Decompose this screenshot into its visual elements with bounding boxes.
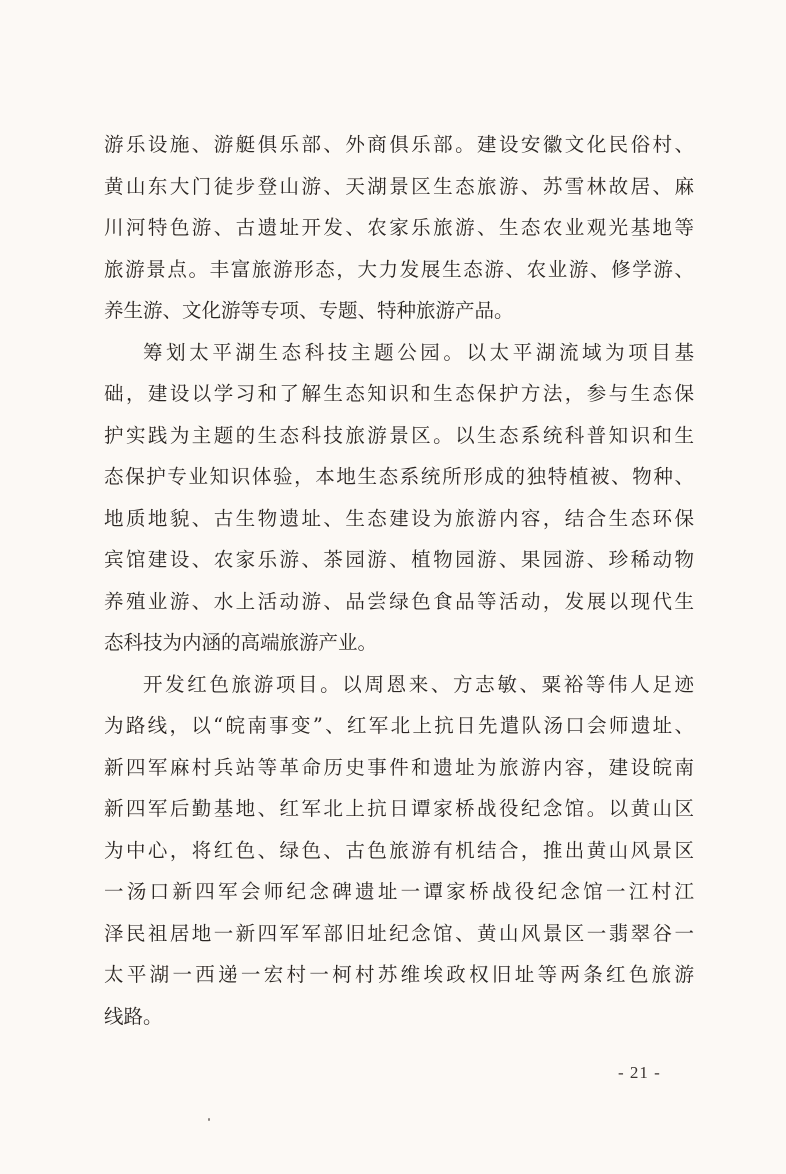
text-line: 养殖业游、水上活动游、品尝绿色食品等活动，发展以现代生 [104, 589, 694, 613]
paragraph [104, 332, 694, 664]
text-line: 太平湖一西递一宏村一柯村苏维埃政权旧址等两条红色旅游 [104, 963, 694, 986]
text-line: 态保护专业知识体验，本地生态系统所形成的独特植被、物种、 [104, 465, 694, 488]
text-line: 础，建设以学习和了解生态知识和生态保护方法，参与生态保 [104, 382, 694, 405]
text-line: 黄山东大门徒步登山游、天湖景区生态旅游、苏雪林故居、麻 [104, 174, 694, 198]
paragraph [104, 664, 694, 1038]
text-line: 新四军后勤基地、红军北上抗日谭家桥战役纪念馆。以黄山区 [104, 797, 694, 820]
scan-speck [208, 1118, 210, 1121]
text-line: 开发红色旅游项目。以周恩来、方志敏、粟裕等伟人足迹 [143, 672, 694, 696]
text-line: 筹划太平湖生态科技主题公园。以太平湖流域为项目基 [143, 340, 694, 364]
text-line: 一汤口新四军会师纪念碑遗址一谭家桥战役纪念馆一江村江 [104, 880, 694, 903]
text-line: 游乐设施、游艇俱乐部、外商俱乐部。建设安徽文化民俗村、 [104, 133, 694, 156]
text-line: 护实践为主题的生态科技旅游景区。以生态系统科普知识和生 [104, 423, 694, 447]
text-line: 旅游景点。丰富旅游形态，大力发展生态游、农业游、修学游、 [104, 257, 694, 281]
text-line: 态科技为内涵的高端旅游产业。 [104, 631, 378, 654]
text-line: 新四军麻村兵站等革命历史事件和遗址为旅游内容，建设皖南 [104, 755, 694, 779]
text-line: 为中心，将红色、绿色、古色旅游有机结合，推出黄山风景区 [104, 838, 694, 862]
text-line: 地质地貌、古生物遗址、生态建设为旅游内容，结合生态环保 [104, 506, 694, 530]
text-line: 泽民祖居地一新四军军部旧址纪念馆、黄山风景区一翡翠谷一 [104, 921, 694, 945]
text-line: 宾馆建设、农家乐游、茶园游、植物园游、果园游、珍稀动物 [104, 548, 694, 571]
text-line: 为路线，以“皖南事变”、红军北上抗日先遣队汤口会师遗址、 [104, 714, 694, 737]
body-text [104, 124, 694, 1037]
text-line: 川河特色游、古遗址开发、农家乐旅游、生态农业观光基地等 [104, 216, 694, 239]
paragraph [104, 124, 694, 332]
text-line: 养生游、文化游等专项、专题、特种旅游产品。 [104, 299, 514, 322]
page-number: - 21 - [618, 1063, 661, 1082]
text-line: 线路。 [104, 1004, 163, 1028]
